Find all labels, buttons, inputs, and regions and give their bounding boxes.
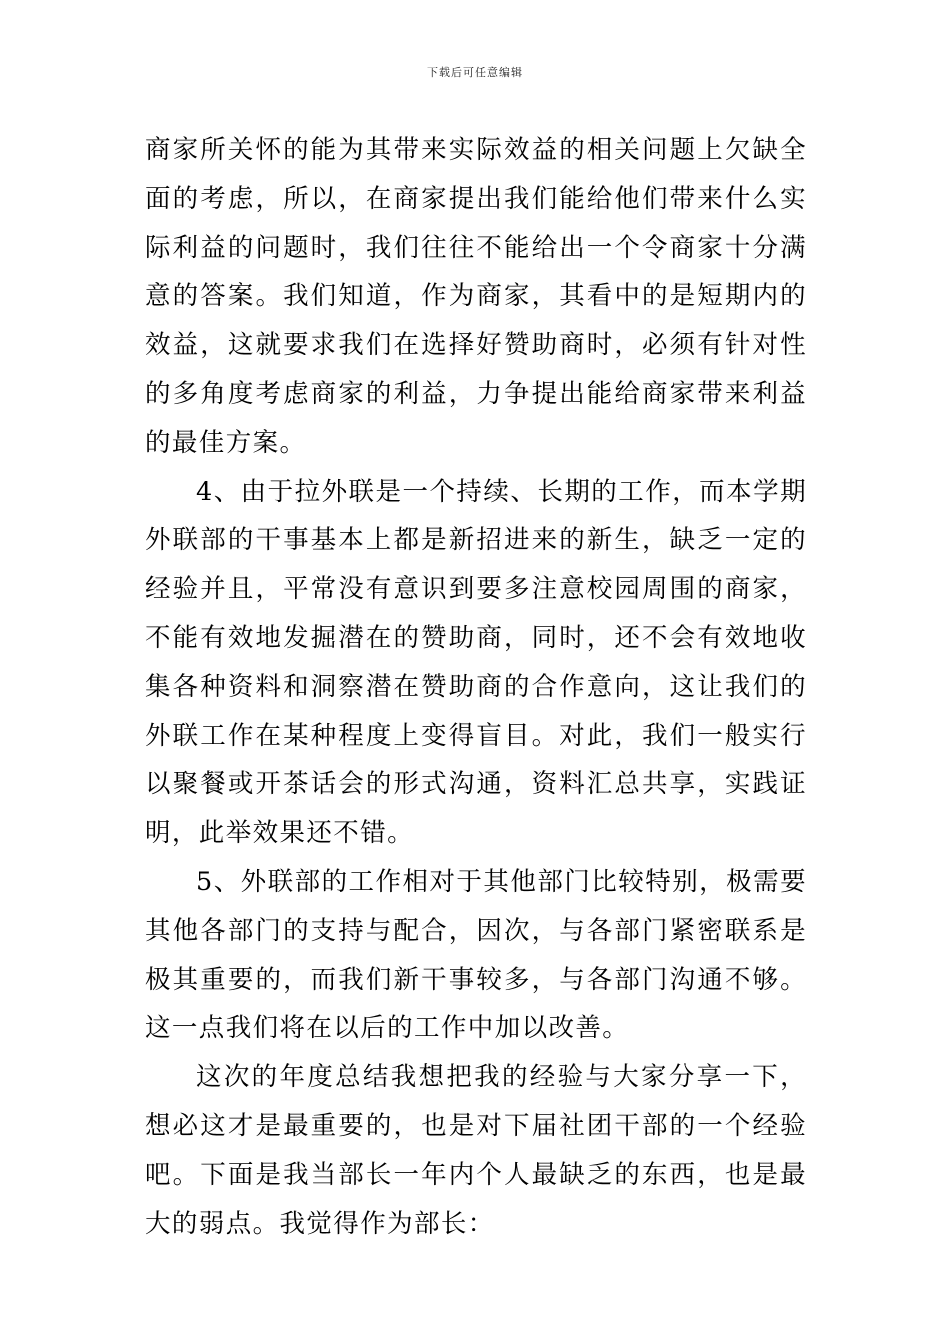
paragraph-summary: 这次的年度总结我想把我的经验与大家分享一下，想必这才是最重要的，也是对下届社团干部的一个经验吧。下面是我当部长一年内个人最缺乏的东西，也是最大的弱点。我觉得作为部长： <box>145 1062 807 1239</box>
document-body <box>145 126 807 1248</box>
paragraph-item-4: 4、由于拉外联是一个持续、长期的工作，而本学期外联部的干事基本上都是新招进来的新生，缺乏一定的经验并且，平常没有意识到要多注意校园周围的商家，不能有效地发掘潜在的赞助商，同时，还不会有效地收集各种资料和洞察潜在赞助商的合作意向，这让我们的外联工作在某种程度上变得盲目。对此，我们一般实行以聚餐或开茶话会的形式沟通，资料汇总共享，实践证明，此举效果还不错。 <box>145 476 807 849</box>
paragraph-item-5: 5、外联部的工作相对于其他部门比较特别，极需要其他各部门的支持与配合，因次，与各部门紧密联系是极其重要的，而我们新干事较多，与各部门沟通不够。这一点我们将在以后的工作中加以改善。 <box>145 866 807 1044</box>
paragraph-continuation: 商家所关怀的能为其带来实际效益的相关问题上欠缺全面的考虑，所以，在商家提出我们能给他们带来什么实际利益的问题时，我们往往不能给出一个令商家十分满意的答案。我们知道，作为商家，其看中的是短期内的效益，这就要求我们在选择好赞助商时，必须有针对性的多角度考虑商家的利益，力争提出能给商家带来利益的最佳方案。 <box>145 135 807 458</box>
page-header: 下载后可任意编辑 <box>427 66 523 79</box>
